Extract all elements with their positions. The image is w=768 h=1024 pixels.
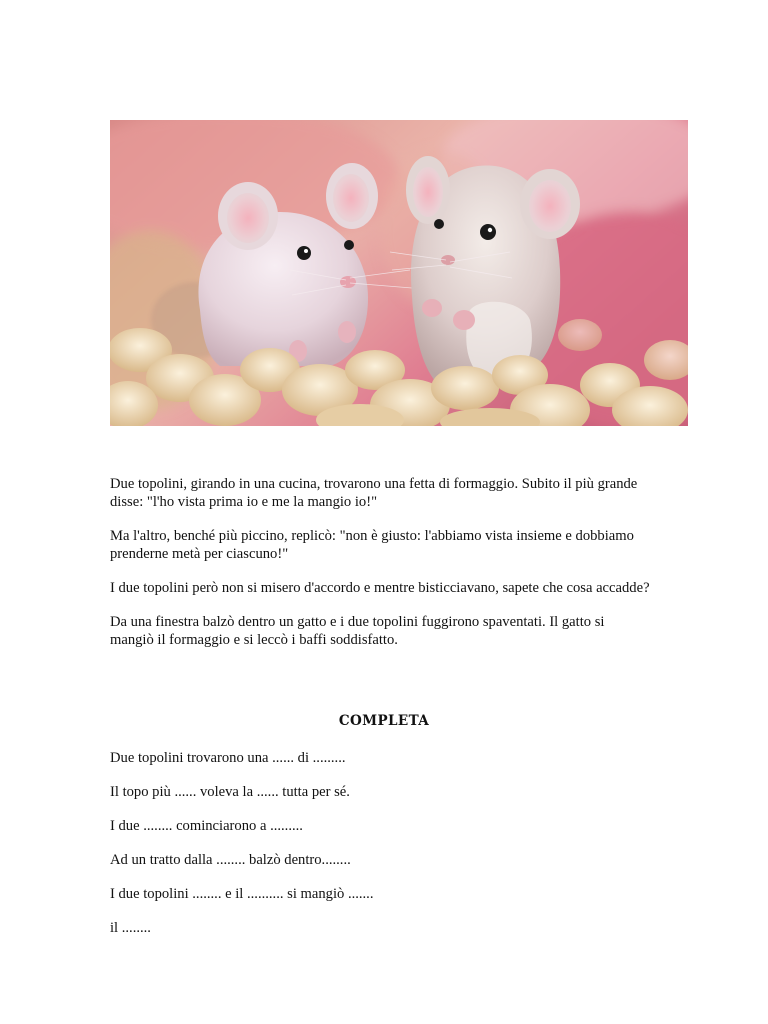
two-mice-illustration	[110, 120, 688, 426]
story-paragraph: I due topolini però non si misero d'accordo e mentre bisticciavano, sapete che cosa accadde?	[110, 580, 650, 596]
exercise-title: COMPLETA	[338, 713, 430, 729]
exercise-line: Ad un tratto dalla ........ balzò dentro........	[110, 852, 351, 868]
story-text	[110, 475, 650, 665]
story-paragraph: Da una finestra balzò dentro un gatto e i due topolini fuggirono spaventati. Il gatto si mangiò il formaggio e si leccò i baffi soddisfatto.	[110, 614, 605, 648]
exercise-line: il ........	[110, 920, 151, 936]
story-paragraph: Due topolini, girando in una cucina, trovarono una fetta di formaggio. Subito il più grande disse: "l'ho vista prima io e me la mangio io!"	[110, 476, 638, 510]
mouse-left-eye	[297, 246, 311, 260]
exercise-line: I due ........ cominciarono a .........	[110, 818, 303, 834]
exercise-lines	[110, 749, 650, 953]
exercise-line: I due topolini ........ e il .......... si mangiò .......	[110, 886, 374, 902]
exercise-line: Il topo più ...... voleva la ...... tutta per sé.	[110, 784, 350, 800]
exercise-line: Due topolini trovarono una ...... di .........	[110, 750, 346, 766]
story-paragraph: Ma l'altro, benché più piccino, replicò: "non è giusto: l'abbiamo vista insieme e dobbiamo prenderne metà per ciascuno!"	[110, 528, 634, 562]
mouse-right-eye	[480, 224, 496, 240]
